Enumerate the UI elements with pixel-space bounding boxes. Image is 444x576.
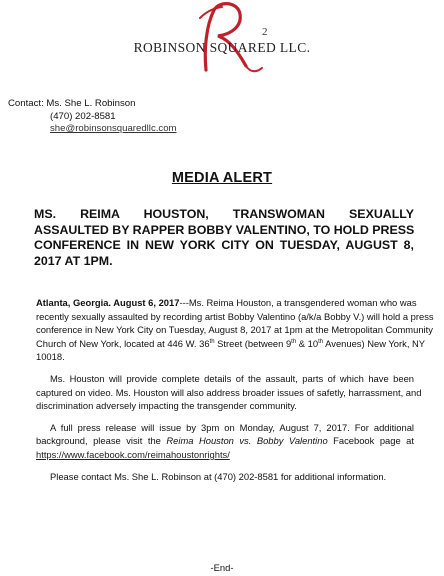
contact-email-link[interactable]: she@robinsonsquaredllc.com xyxy=(50,123,177,134)
logo-superscript: 2 xyxy=(262,26,268,38)
body-line: Please contact Ms. She L. Robinson at (470) 202-8581 for additional information. xyxy=(50,470,387,482)
dateline: Atlanta, Georgia. August 6, 2017 xyxy=(36,297,180,308)
body-line: background, please visit the Reima Houston vs. Bobby Valentino Facebook page at xyxy=(36,435,414,447)
body-line: captured on video. Ms. Houston will also address broader issues of safetly, harrassment, and xyxy=(36,386,422,398)
facebook-page-name: Reima Houston vs. Bobby Valentino xyxy=(166,435,328,447)
headline-line: ASSAULTED BY RAPPER BOBBY VALENTINO, TO HOLD PRESS xyxy=(34,222,415,237)
contact-name: Contact: Ms. She L. Robinson xyxy=(8,98,136,109)
headline-line: CONFERENCE IN NEW YORK CITY ON TUESDAY, AUGUST 8, xyxy=(34,238,414,253)
body-line: discrimination adversely impacting the transgender community. xyxy=(36,400,297,412)
body-line: A full press release will issue by 3pm on Monday, August 7, 2017. For additional xyxy=(50,421,414,433)
logo-r-monogram-icon xyxy=(0,0,444,78)
body-text xyxy=(36,296,434,483)
body-line: 10018. xyxy=(36,351,65,363)
page-title: MEDIA ALERT xyxy=(171,170,273,186)
contact-block xyxy=(8,98,177,136)
company-logo xyxy=(0,0,444,78)
body-line: Atlanta, Georgia. August 6, 2017---Ms. Reima Houston, a transgendered woman who was xyxy=(36,297,417,308)
facebook-link[interactable]: https://www.facebook.com/reimahoustonrights/ xyxy=(36,448,230,460)
headline-line: MS. REIMA HOUSTON, TRANSWOMAN SEXUALLY xyxy=(34,207,414,221)
headline xyxy=(34,207,414,269)
end-marker: -End- xyxy=(210,562,234,573)
headline-line: 2017 AT 1PM. xyxy=(34,253,113,268)
logo-company-name: ROBINSON SQUARED LLC. xyxy=(133,40,311,55)
contact-phone: (470) 202-8581 xyxy=(50,110,116,122)
body-line: Church of New York, located at 446 W. 36th Street (between 9th & 10th Avenues) New York, NY xyxy=(36,337,426,349)
body-line: Ms. Houston will provide complete details of the assault, parts of which have been xyxy=(50,372,414,384)
body-line: conference in New York City on Tuesday, August 8, 2017 at 1pm at the Metropolitan Community xyxy=(36,324,433,336)
body-line: recently sexually assaulted by recording artist Bobby Valentino (a/k/a Bobby V.) will hold a press xyxy=(36,310,434,322)
